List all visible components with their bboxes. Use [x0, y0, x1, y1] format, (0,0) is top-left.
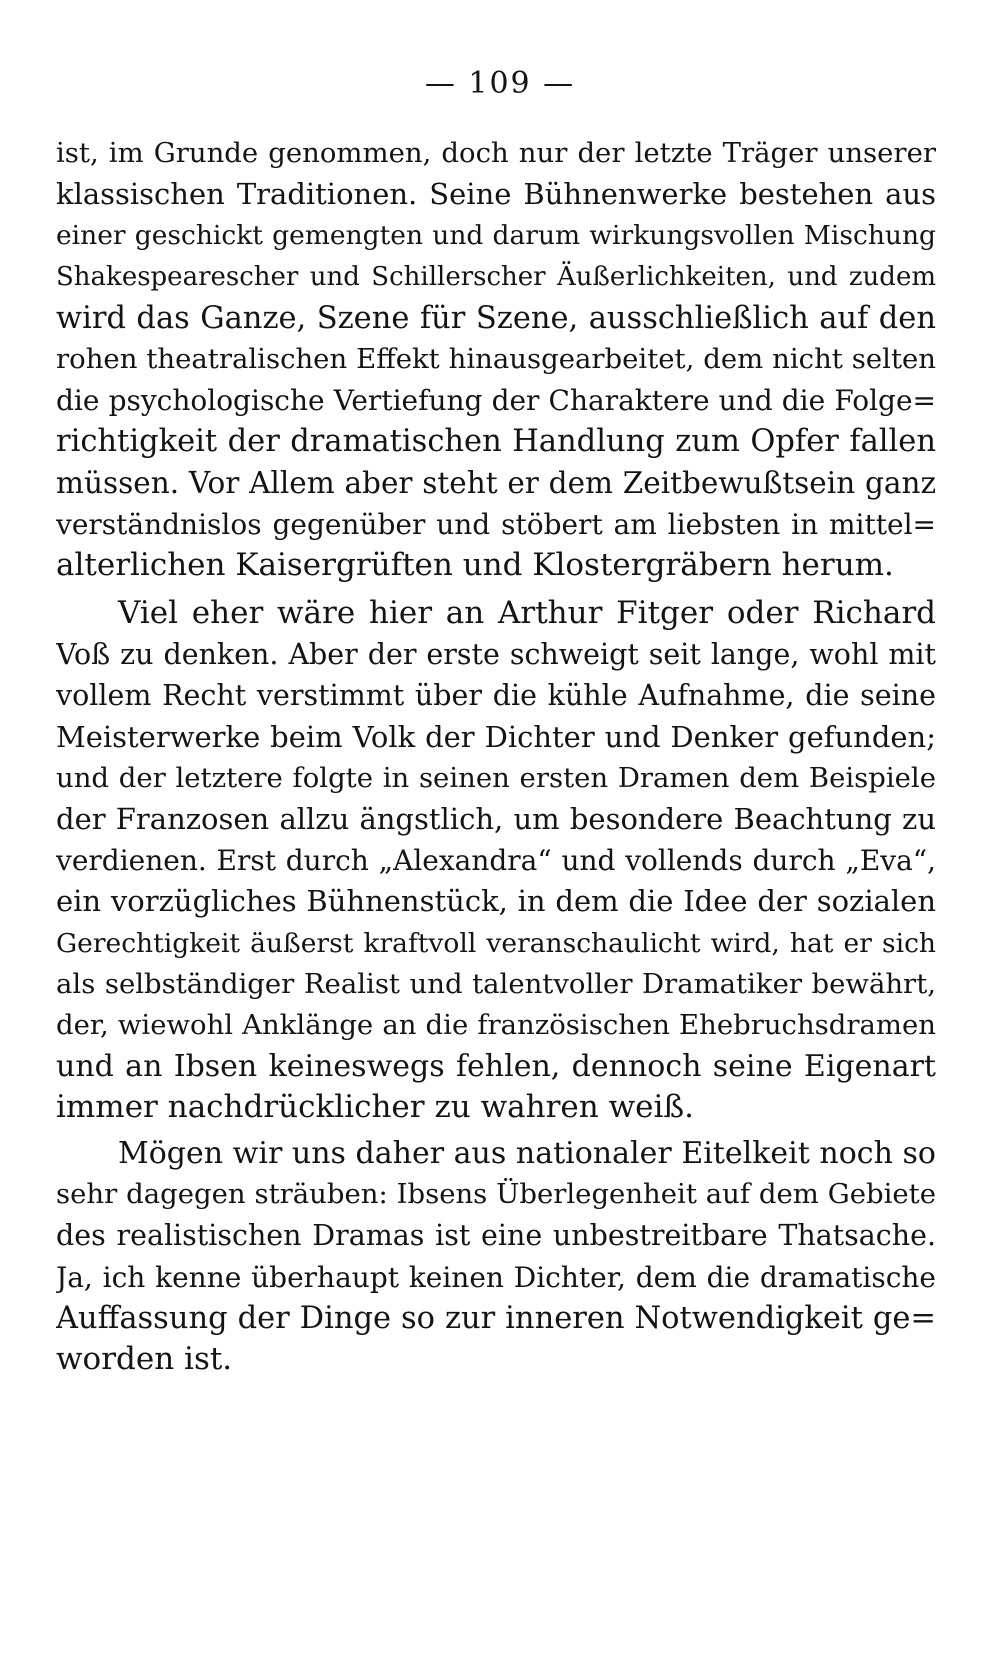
text-line: sehr dagegen sträuben: Ibsens Überlegenheit auf dem Gebiete [56, 1178, 936, 1211]
text-line: richtigkeit der dramatischen Handlung zum Opfer fallen [56, 424, 936, 460]
text-line: Gerechtigkeit äußerst kraftvoll veranschaulicht wird, hat er sich [56, 927, 936, 959]
paragraph-1 [56, 133, 936, 586]
text-line: verständnislos gegenüber und stöbert am liebsten in mittel= [56, 507, 936, 541]
text-line: ein vorzügliches Bühnenstück, in dem die Idee der sozialen [56, 884, 936, 919]
text-line: wird das Ganze, Szene für Szene, ausschließlich auf den [56, 300, 936, 336]
text-line: und an Ibsen keineswegs fehlen, dennoch seine Eigenart [56, 1049, 936, 1085]
page-number: — 109 — [424, 66, 576, 101]
text-line: Voß zu denken. Aber der erste schweigt seit lange, wohl mit [56, 638, 936, 672]
text-line: Mögen wir uns daher aus nationaler Eitelkeit noch so [118, 1136, 936, 1171]
text-line: als selbständiger Realist und talentvoller Dramatiker bewährt, [56, 967, 936, 1000]
text-line: die psychologische Vertiefung der Charaktere und die Folge= [56, 384, 936, 418]
text-line: klassischen Traditionen. Seine Bühnenwerke bestehen aus [56, 177, 936, 212]
text-line: immer nachdrücklicher zu wahren weiß. [56, 1089, 694, 1126]
text-line: der Franzosen allzu ängstlich, um besondere Beachtung zu [56, 801, 936, 836]
text-line: müssen. Vor Allem aber steht er dem Zeitbewußtsein ganz [56, 465, 936, 500]
text-line: Meisterwerke beim Volk der Dichter und Denker gefunden; [56, 719, 936, 754]
text-line: Shakespearescher und Schillerscher Äußerlichkeiten, und zudem [56, 261, 936, 292]
paragraph-2 [56, 593, 936, 1128]
text-line: rohen theatralischen Effekt hinausgearbeitet, dem nicht selten [56, 342, 936, 375]
text-line: Viel eher wäre hier an Arthur Fitger oder Richard [118, 595, 936, 631]
text-line: einer geschickt gemengten und darum wirkungsvollen Mischung [56, 220, 936, 252]
text-line: worden ist. [56, 1340, 233, 1377]
text-line: Auffassung der Dinge so zur inneren Notwendigkeit ge= [56, 1300, 936, 1336]
text-line: Ja, ich kenne überhaupt keinen Dichter, dem die dramatische [56, 1260, 936, 1294]
text-line: ist, im Grunde genommen, doch nur der letzte Träger unserer [56, 137, 936, 169]
text-line: des realistischen Dramas ist eine unbestreitbare Thatsache. [56, 1219, 936, 1253]
text-line: der, wiewohl Anklänge an die französischen Ehebruchsdramen [56, 1008, 936, 1041]
text-line: vollem Recht verstimmt über die kühle Aufnahme, die seine [56, 679, 936, 713]
text-line: alterlichen Kaisergrüften und Klostergräbern herum. [56, 546, 894, 583]
text-line: und der letztere folgte in seinen ersten Dramen dem Beispiele [56, 761, 936, 794]
paragraph-3 [56, 1133, 936, 1380]
text-line: verdienen. Erst durch „Alexandra“ und vollends durch „Eva“, [56, 844, 936, 878]
